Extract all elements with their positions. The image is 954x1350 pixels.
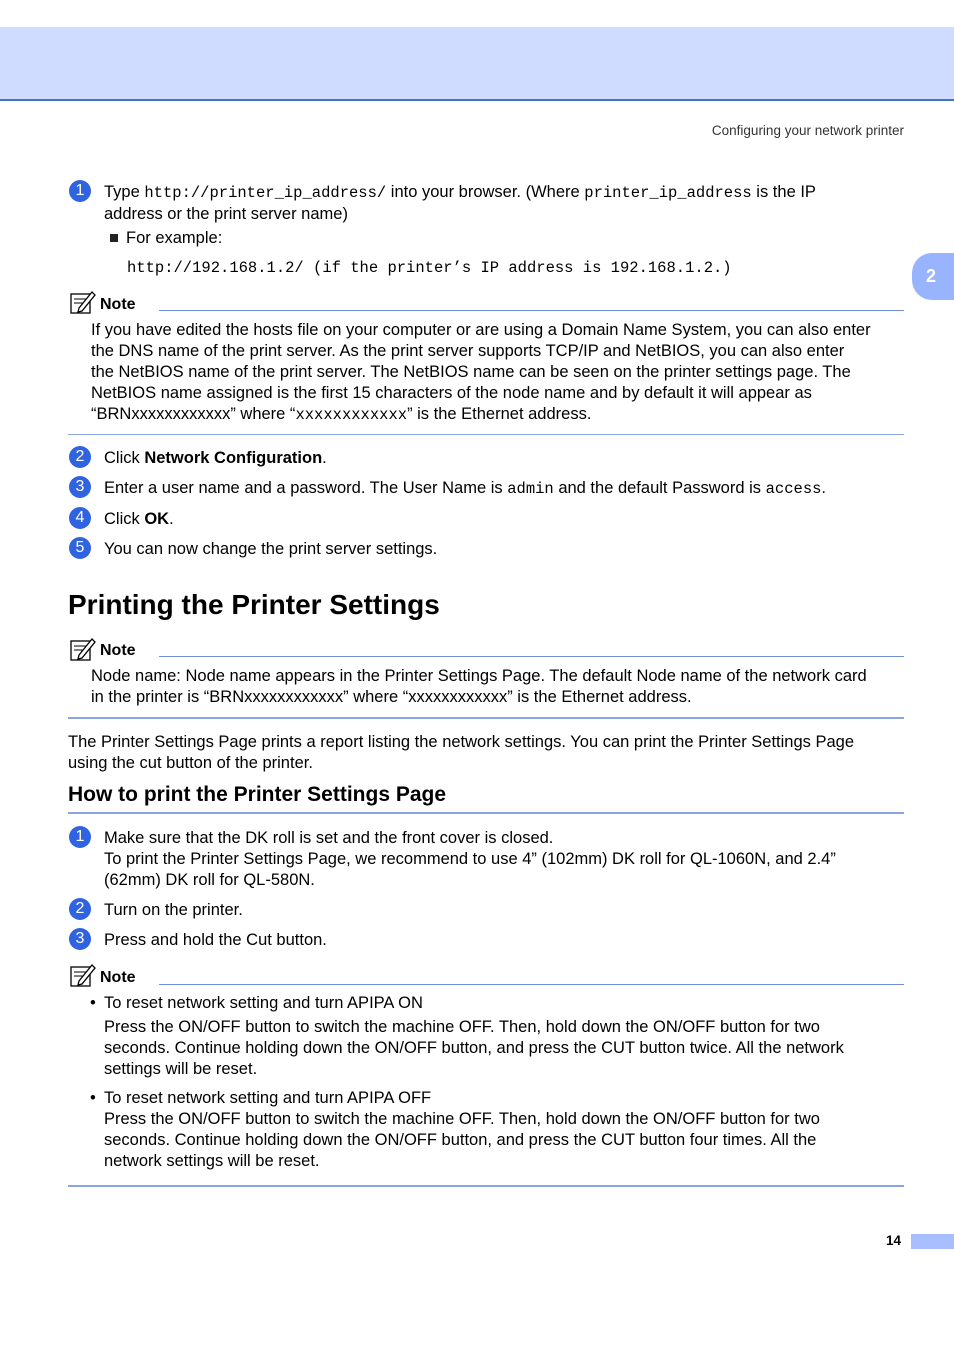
note-body	[91, 320, 906, 426]
menu-name: Network Configuration	[144, 449, 323, 467]
note-line: in the printer is “BRNxxxxxxxxxxxx” where “xxxxxxxxxxxx” is the Ethernet address.	[91, 688, 692, 706]
note-header	[70, 963, 96, 992]
step-number: 3	[69, 928, 91, 950]
example-label: For example:	[126, 229, 223, 247]
step-1-text	[104, 182, 904, 225]
sub-step-2-text: Turn on the printer.	[104, 901, 243, 919]
code-url: http://printer_ip_address/	[144, 184, 387, 202]
step-number: 1	[69, 180, 91, 202]
note-label: Note	[100, 296, 136, 313]
step-5-text: You can now change the print server settings.	[104, 540, 438, 558]
code-password: access	[765, 480, 822, 498]
note-end-rule	[68, 434, 904, 435]
note-item-body	[104, 1017, 909, 1080]
page-number-bar	[911, 1234, 954, 1249]
code-variable: printer_ip_address	[584, 184, 752, 202]
note-line: Node name: Node name appears in the Printer Settings Page. The default Node name of the network card	[91, 667, 867, 685]
square-bullet-icon	[110, 234, 118, 242]
chapter-tab: 2	[912, 253, 954, 300]
note-body	[91, 666, 906, 708]
step-text: .	[322, 449, 327, 467]
note-text: ” is the Ethernet address.	[407, 405, 592, 423]
step-text: address or the print server name)	[104, 205, 348, 223]
sub-step-1-text	[104, 828, 904, 891]
step-text: Enter a user name and a password. The User Name is	[104, 479, 508, 497]
step-text: into your browser. (Where	[386, 183, 585, 201]
step-number: 4	[69, 507, 91, 529]
step-text: .	[169, 510, 174, 528]
note-line: seconds. Continue holding down the ON/OFF button, and press the CUT button twice. All the network	[104, 1039, 844, 1057]
note-line: If you have edited the hosts file on your computer or are using a Domain Name System, you can also enter	[91, 321, 871, 339]
step-line: To print the Printer Settings Page, we recommend to use 4” (102mm) DK roll for QL-1060N, and 2.4”	[104, 850, 836, 868]
step-line: (62mm) DK roll for QL-580N.	[104, 871, 315, 889]
step-3-text	[104, 478, 826, 500]
code-text: xxxxxxxxxxxx	[295, 406, 408, 424]
bullet-dot: •	[90, 994, 96, 1012]
note-line: settings will be reset.	[104, 1060, 258, 1078]
note-header	[70, 637, 96, 666]
step-2-text	[104, 448, 327, 469]
note-line	[91, 404, 906, 426]
note-line: the DNS name of the print server. As the print server supports TCP/IP and NetBIOS, you can also enter	[91, 342, 845, 360]
note-line: network settings will be reset.	[104, 1152, 320, 1170]
step-text: Click	[104, 449, 145, 467]
note-pencil-icon	[70, 637, 96, 661]
note-rule	[159, 310, 904, 311]
note-rule	[159, 656, 904, 657]
note-line: the NetBIOS name of the print server. The NetBIOS name can be seen on the printer settings page. The	[91, 363, 851, 381]
step-text: is the IP	[751, 183, 816, 201]
note-header	[70, 290, 96, 319]
note-label: Note	[100, 969, 136, 986]
step-text: Type	[104, 183, 145, 201]
step-line: Make sure that the DK roll is set and the front cover is closed.	[104, 829, 554, 847]
section-title: Printing the Printer Settings	[68, 589, 440, 620]
note-pencil-icon	[70, 290, 96, 314]
note-text: “BRNxxxxxxxxxxxx” where “	[91, 405, 296, 423]
note-pencil-icon	[70, 963, 96, 987]
example-code: http://192.168.1.2/ (if the printer’s IP address is 192.168.1.2.)	[127, 259, 732, 277]
note-end-rule	[68, 717, 904, 719]
header-band	[0, 27, 954, 101]
note-line: Press the ON/OFF button to switch the machine OFF. Then, hold down the ON/OFF button for two	[104, 1110, 820, 1128]
note-line: NetBIOS name assigned is the first 15 characters of the node name and by default it will appear as	[91, 384, 812, 402]
step-text: Click	[104, 510, 145, 528]
note-item-body	[104, 1109, 909, 1172]
step-number: 1	[69, 826, 91, 848]
note-label: Note	[100, 642, 136, 659]
code-username: admin	[507, 480, 554, 498]
sub-step-3-text: Press and hold the Cut button.	[104, 931, 327, 949]
subsection-title: How to print the Printer Settings Page	[68, 783, 447, 806]
note-line: Press the ON/OFF button to switch the machine OFF. Then, hold down the ON/OFF button for two	[104, 1018, 820, 1036]
note-item-title: To reset network setting and turn APIPA OFF	[104, 1089, 432, 1107]
body-paragraph	[68, 732, 908, 774]
step-text: .	[821, 479, 827, 497]
note-end-rule	[68, 1185, 904, 1187]
paragraph-line: using the cut button of the printer.	[68, 754, 313, 772]
button-name: OK	[144, 510, 170, 528]
step-number: 5	[69, 537, 91, 559]
bullet-dot: •	[90, 1089, 96, 1107]
note-line: seconds. Continue holding down the ON/OFF button, and press the CUT button four times. All the	[104, 1131, 817, 1149]
step-4-text	[104, 509, 174, 530]
example-item	[110, 228, 222, 249]
step-text: and the default Password is	[553, 479, 766, 497]
subsection-rule	[68, 812, 904, 814]
step-number: 3	[69, 476, 91, 498]
page-number: 14	[886, 1233, 902, 1248]
running-head: Configuring your network printer	[711, 123, 904, 138]
note-rule	[159, 984, 904, 985]
paragraph-line: The Printer Settings Page prints a report listing the network settings. You can print the Printer Settings Page	[68, 733, 855, 751]
note-item-title: To reset network setting and turn APIPA ON	[104, 994, 423, 1012]
step-number: 2	[69, 898, 91, 920]
step-number: 2	[69, 446, 91, 468]
